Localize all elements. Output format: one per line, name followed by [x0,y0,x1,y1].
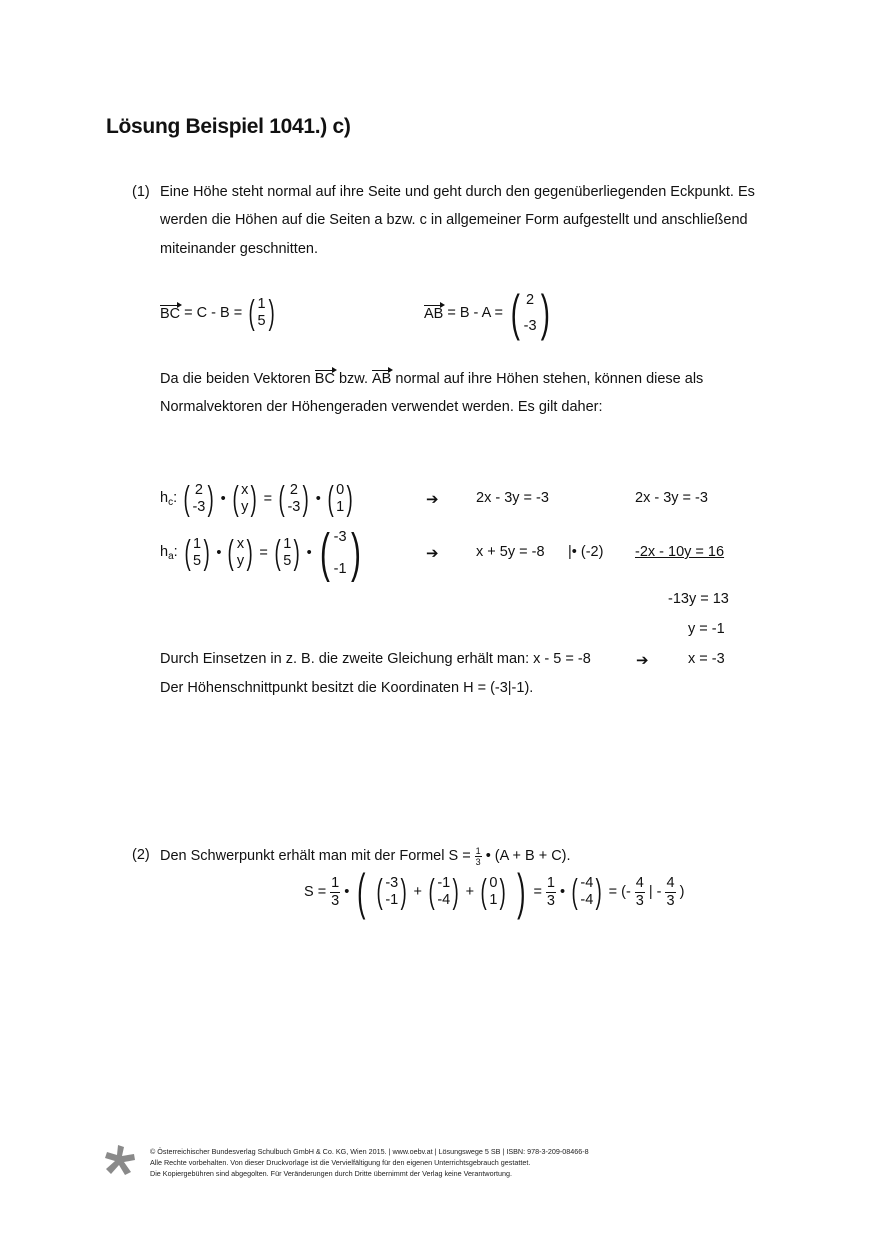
centroid-equation: S = $\frac{1}{3}$ • ( ( -3 -1 ) + ( -1 -4 ) + ( 0 1 ) ) = $\frac{1}{3}$ • ( -4 -4 ) = (- $\frac{4}{3}$ | - $\frac{4}{3}$ ) [304,864,685,920]
hc-label: $h_c$: [160,490,178,508]
y-result: y = -1 [688,621,725,637]
part1-number: (1) [132,184,150,200]
ha-result-2: -2x - 10y = 16 [635,544,725,560]
ha-result: x + 5y = -8 [476,544,545,560]
ab-equation [424,285,553,341]
part1-line-2: werden die Höhen auf die Seiten a bzw. c in allgemeiner Form aufgestellt und anschließend [160,212,748,228]
hc-result-2: 2x - 3y = -3 [635,490,708,506]
bc-expr: = C - B = [184,305,243,321]
part1-line-1: Eine Höhe steht normal auf ihre Seite und geht durch den gegenüberliegenden Eckpunkt. Es [160,184,755,200]
bc-label: BC [160,306,181,322]
part2-text: Den Schwerpunkt erhält man mit der Formel S = $\frac{1}{3}$ • (A + B + C). [160,845,571,867]
hc-result: 2x - 3y = -3 [476,490,549,506]
normal-text-line-1: Da die beiden Vektoren BC bzw. AB normal auf ihre Höhen stehen, können diese als [160,371,704,387]
ab-label: AB [424,306,444,322]
footer-rights: Alle Rechte vorbehalten. Von dieser Druckvorlage ist die Vervielfältigung für den eigenen Unterrichtsgebrauch gestattet. [150,1158,531,1167]
insert-text: Durch Einsetzen in z. B. die zweite Gleichung erhält man: x - 5 = -8 [160,651,591,667]
footer-copyright: © Österreichischer Bundesverlag Schulbuch GmbH & Co. KG, Wien 2015. | www.oebv.at | Lösungswege 5 SB | ISBN: 978-3-209-08466-8 [150,1147,589,1156]
ha-label: $h_a$: [160,544,178,562]
part2-number: (2) [132,847,150,863]
footer-fees: Die Kopiergebühren sind abgegolten. Für Veränderungen durch Dritte übernimmt der Verlag keine Verantwortung. [150,1169,512,1178]
ab-vector: ( 2 -3 ) [510,285,550,341]
x-result: x = -3 [688,651,725,667]
hc-equation: $h_c$: ( 2 -3 ) • ( x y ) = ( 2 -3 ) • ( 0 1 ) [160,480,353,518]
arrow-icon: ➔ [426,491,439,508]
bc-vector: ( 1 5 ) [248,294,275,332]
conclusion: Der Höhenschnittpunkt besitzt die Koordinaten H = (-3|-1). [160,680,534,696]
ab-expr: = B - A = [447,305,503,321]
arrow-icon: ➔ [636,652,649,669]
normal-text-line-2: Normalvektoren der Höhengeraden verwendet werden. Es gilt daher: [160,399,603,415]
ha-equation: $h_a$: ( 1 5 ) • ( x y ) = ( 1 5 ) • ( -3 -1 ) [160,523,361,583]
part1-line-3: miteinander geschnitten. [160,241,318,257]
bc-equation [160,295,277,331]
sum-result: -13y = 13 [668,591,729,607]
publisher-logo-icon [104,1144,136,1176]
arrow-icon: ➔ [426,545,439,562]
ha-operation: |• (-2) [568,544,604,560]
page-title: Lösung Beispiel 1041.) c) [106,115,351,138]
